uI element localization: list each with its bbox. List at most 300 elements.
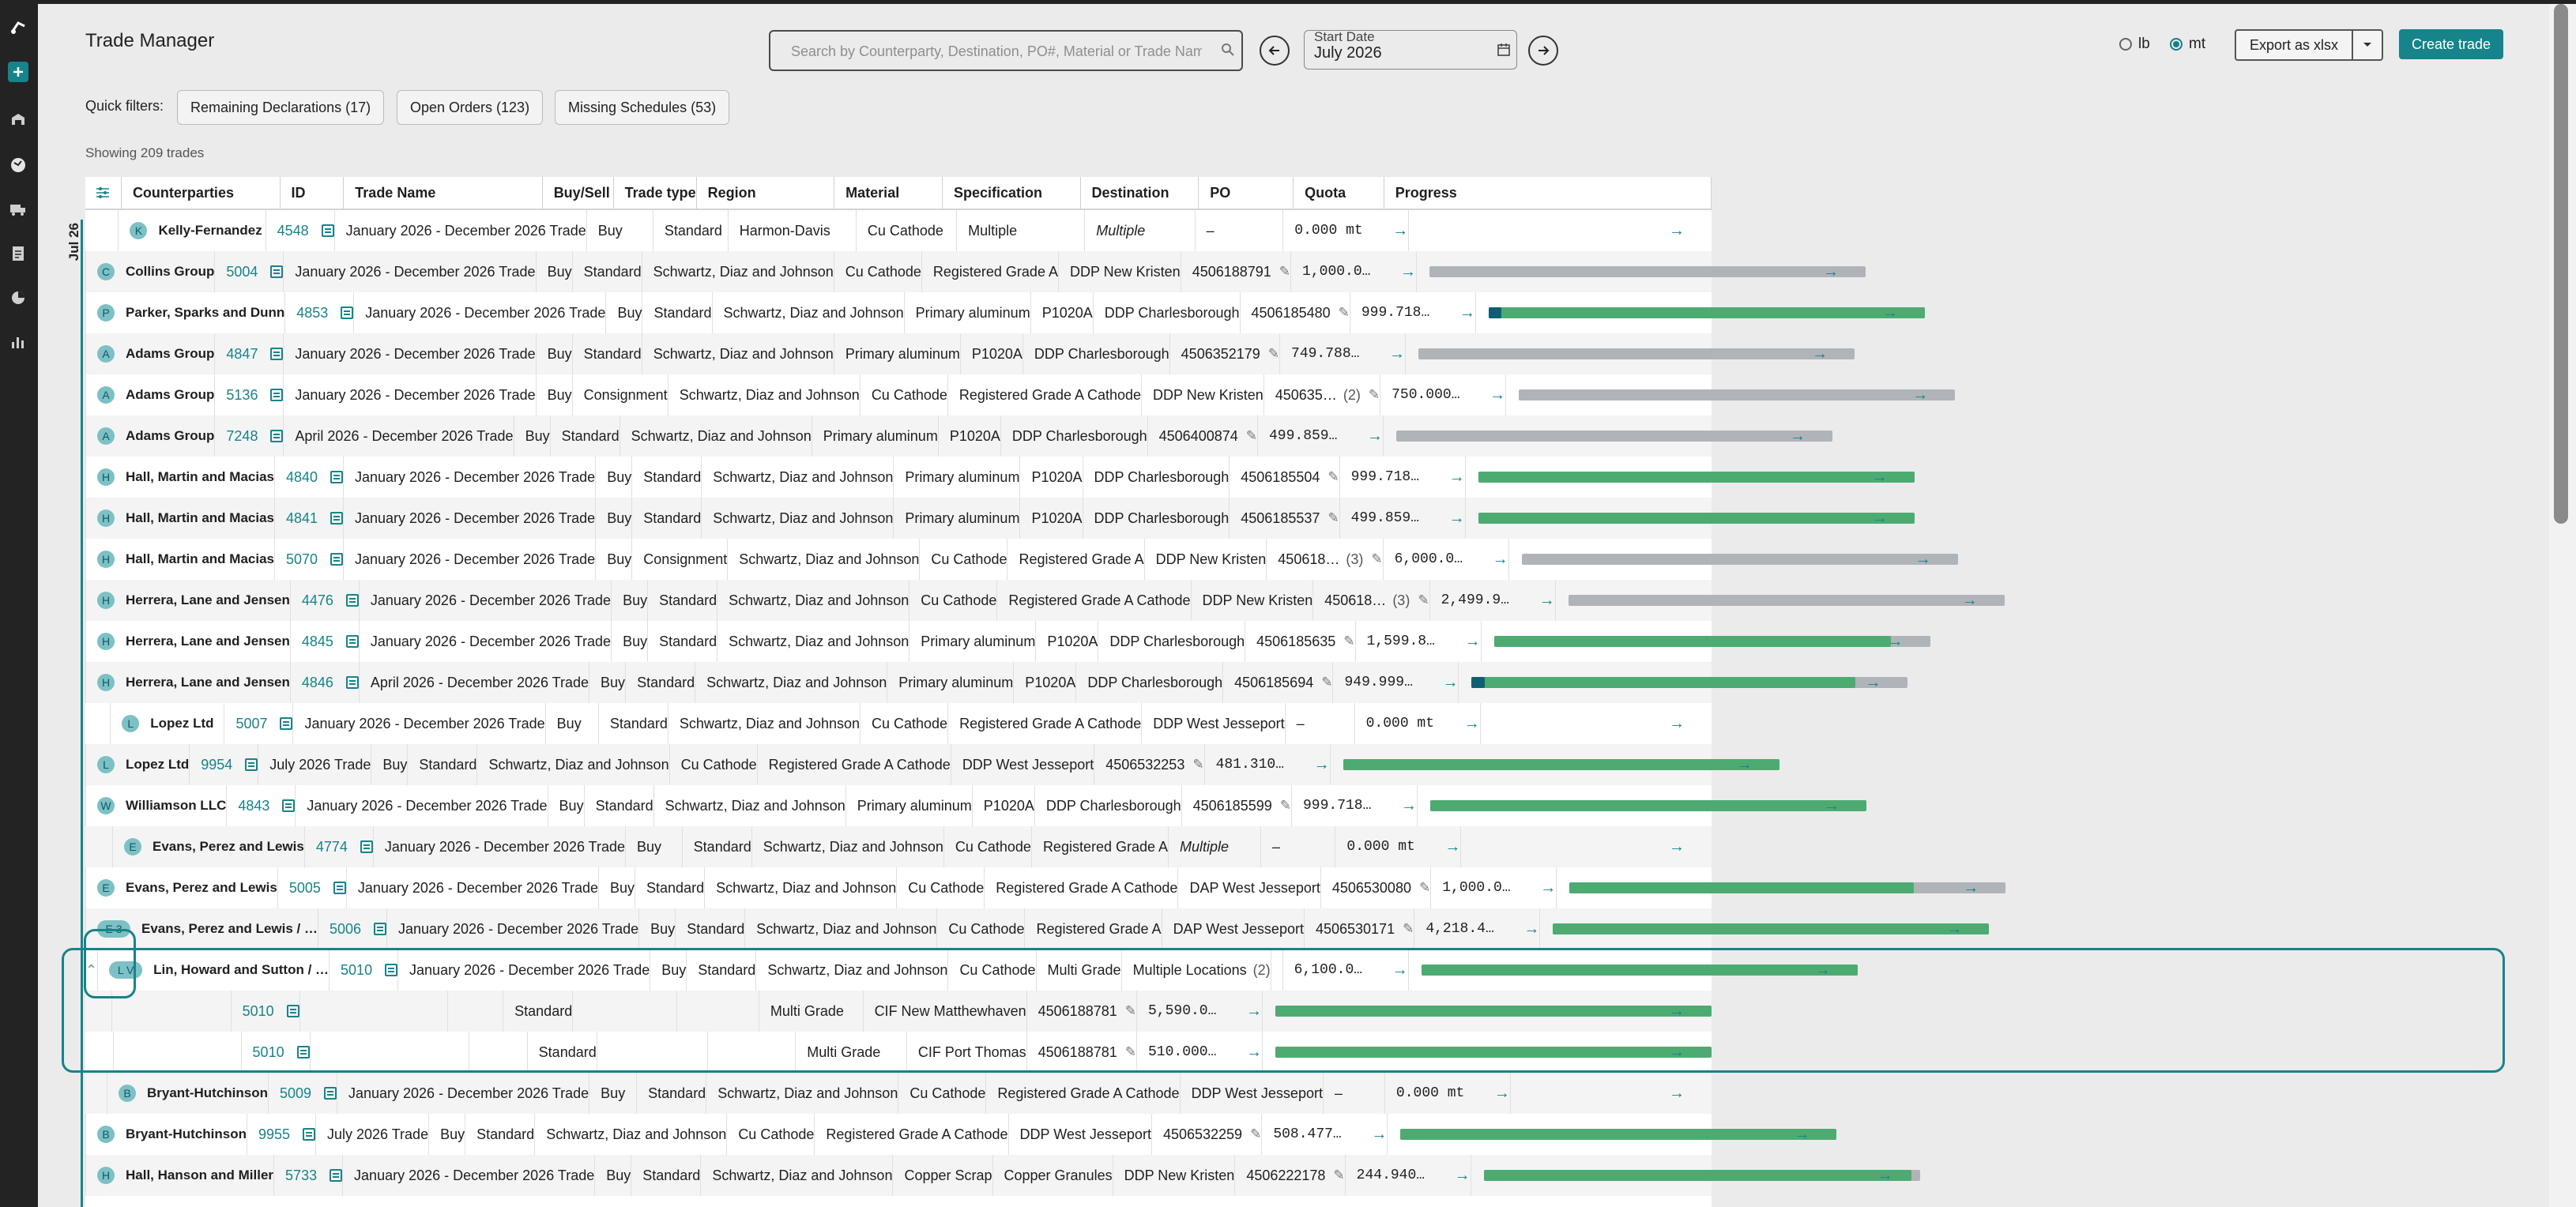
buy-sell-text: Buy — [607, 551, 632, 567]
header-id[interactable]: ID — [281, 177, 345, 209]
header-counterparties[interactable]: Counterparties — [122, 177, 281, 209]
header-destination[interactable]: Destination — [1081, 177, 1199, 209]
progress-bar — [1396, 431, 1832, 442]
trade-type — [573, 251, 642, 292]
destination-text: DDP Charlesborough — [1034, 345, 1169, 362]
export-dropdown-button[interactable] — [2352, 29, 2383, 61]
header-buy-sell[interactable]: Buy/Sell — [543, 177, 614, 209]
po-cell — [1321, 867, 1431, 908]
document-icon[interactable] — [8, 243, 28, 264]
quota-arrow-icon[interactable]: → — [1540, 878, 1557, 897]
quota-arrow-icon[interactable]: → — [1448, 468, 1465, 486]
trade-details-icon[interactable] — [270, 265, 283, 278]
progress-bar — [1569, 882, 2005, 893]
progress-fill-delivered — [1478, 513, 1915, 524]
trade-id-link[interactable]: 7248 — [226, 427, 258, 444]
search-icon[interactable] — [1221, 43, 1235, 61]
quota-value: 750.000… — [1392, 387, 1460, 403]
create-trade-button[interactable]: Create trade — [2399, 29, 2503, 59]
table-row[interactable] — [85, 621, 1904, 662]
trade-details-icon[interactable] — [330, 512, 343, 525]
header-trade-type[interactable]: Trade type — [614, 177, 697, 209]
open-trade-arrow-icon[interactable]: → — [1668, 837, 1685, 855]
header-region[interactable]: Region — [697, 177, 835, 209]
trade-id-link[interactable]: 4841 — [286, 509, 318, 526]
region-text: Schwartz, Diaz and Johnson — [756, 920, 937, 937]
material-text: Primary aluminum — [921, 633, 1036, 649]
open-trade-arrow-icon[interactable]: → — [1877, 1166, 1893, 1184]
po-number: 450618… — [1324, 592, 1387, 608]
trade-details-icon[interactable] — [346, 676, 359, 689]
po-number: 4506185599 — [1192, 797, 1272, 814]
edit-po-icon[interactable]: ✎ — [1418, 592, 1429, 607]
quota-cell — [1333, 662, 1459, 703]
trade-type — [551, 415, 620, 457]
header-quota[interactable]: Quota — [1294, 177, 1384, 209]
quota-arrow-icon[interactable]: → — [1442, 673, 1459, 691]
trade-name-text: April 2026 - December 2026 Trade — [295, 427, 514, 444]
open-trade-arrow-icon[interactable]: → — [1669, 1084, 1685, 1102]
progress-fill-delivered — [1471, 677, 1855, 688]
quick-filters-label: Quick filters: — [85, 98, 164, 114]
trade-id-link[interactable]: 4847 — [226, 345, 258, 362]
table-row[interactable] — [85, 292, 1898, 333]
trade-type-text: Consignment — [583, 386, 668, 403]
material — [887, 662, 1014, 703]
progress-fill-delivered — [1478, 472, 1915, 483]
edit-po-icon[interactable]: ✎ — [1124, 1003, 1136, 1018]
trade-id-link[interactable]: 4774 — [315, 838, 348, 855]
po-cell — [1286, 703, 1355, 744]
trade-type-text: Standard — [595, 797, 653, 814]
trade-details-icon[interactable] — [270, 389, 283, 401]
buy-sell — [546, 703, 599, 744]
trade-id-link[interactable]: 9954 — [201, 756, 233, 773]
trade-details-icon[interactable] — [270, 430, 283, 442]
table-row[interactable] — [85, 744, 1753, 785]
open-trade-arrow-icon[interactable]: → — [1961, 591, 1978, 609]
destination-count: (2) — [1252, 961, 1271, 978]
trade-id-link[interactable]: 9955 — [258, 1126, 291, 1142]
open-trade-arrow-icon[interactable]: → — [1668, 714, 1685, 732]
edit-po-icon[interactable]: ✎ — [1333, 1168, 1345, 1183]
trade-name — [335, 210, 587, 251]
edit-po-icon[interactable]: ✎ — [1328, 469, 1339, 484]
quota-arrow-icon[interactable]: → — [1444, 837, 1461, 855]
material — [670, 744, 758, 785]
specification-text: Registered Grade A Cathode — [997, 1085, 1180, 1101]
quota-arrow-icon[interactable]: → — [1463, 714, 1480, 732]
avatar: B — [119, 1085, 136, 1102]
table-row[interactable] — [85, 580, 1978, 621]
quota-arrow-icon[interactable]: → — [1538, 591, 1555, 609]
quota-value: 499.859… — [1350, 510, 1420, 526]
po-number: 4506532259 — [1162, 1126, 1243, 1142]
material-text: Primary aluminum — [905, 468, 1020, 485]
trade-id-link[interactable]: 4846 — [301, 674, 333, 690]
collapse-toggle-highlight[interactable] — [84, 929, 136, 998]
quota-arrow-icon[interactable]: → — [1454, 1166, 1471, 1184]
trade-id-link[interactable]: 4476 — [301, 592, 333, 608]
header-progress[interactable]: Progress — [1384, 177, 1712, 209]
counterparty-name: Herrera, Lane and Jensen — [126, 592, 290, 607]
region — [745, 908, 937, 949]
progress-cell — [1409, 210, 1712, 251]
quota-arrow-icon[interactable]: → — [1492, 550, 1508, 568]
table-row[interactable] — [85, 703, 1712, 744]
trade-details-icon[interactable] — [330, 553, 343, 566]
filter-remaining-declarations[interactable]: Remaining Declarations (17) — [177, 90, 384, 125]
edit-po-icon[interactable]: ✎ — [1328, 510, 1339, 525]
open-trade-arrow-icon[interactable]: → — [1823, 262, 1840, 280]
buy-sell-text: Buy — [610, 879, 635, 896]
po-cell — [1181, 251, 1291, 292]
table-row[interactable] — [85, 539, 1931, 580]
material-text: Primary aluminum — [915, 304, 1030, 321]
po-cell — [1182, 785, 1292, 826]
counterparty-name: Bryant-Hutchinson — [146, 1085, 268, 1100]
unit-radio-mt[interactable] — [2170, 36, 2205, 53]
trade-details-icon[interactable] — [303, 1128, 315, 1141]
destination — [1162, 908, 1305, 949]
search-box[interactable] — [769, 30, 1243, 71]
counterparty-name: Evans, Perez and Lewis / … — [141, 921, 318, 936]
logo-icon[interactable] — [8, 17, 28, 38]
edit-po-icon[interactable]: ✎ — [1338, 305, 1350, 320]
specification — [758, 744, 951, 785]
header-material[interactable]: Material — [834, 177, 943, 209]
quota-arrow-icon[interactable]: → — [1392, 961, 1408, 979]
trade-type-text: Standard — [637, 674, 695, 690]
table-row[interactable] — [85, 251, 1840, 292]
open-trade-arrow-icon[interactable]: → — [1881, 303, 1898, 321]
trade-id-link[interactable]: 5010 — [242, 1002, 274, 1019]
material-text: Cu Cathode — [921, 592, 997, 608]
trade-id-link[interactable]: 5006 — [329, 920, 362, 937]
open-trade-arrow-icon[interactable]: → — [1865, 673, 1881, 691]
po-cell — [1245, 621, 1355, 662]
bar-chart-icon[interactable] — [8, 332, 28, 352]
avatar: A — [97, 427, 115, 445]
destination-text: DDP Charlesborough — [1104, 304, 1240, 321]
po-count: (3) — [1392, 592, 1410, 608]
avatar: H — [97, 551, 115, 568]
destination — [1094, 292, 1241, 333]
table-row[interactable] — [85, 415, 1806, 457]
counterparty-cell — [86, 292, 285, 333]
trade-details-icon[interactable] — [282, 799, 295, 812]
quota-arrow-icon[interactable]: → — [1489, 385, 1506, 404]
trade-id-link[interactable]: 5136 — [226, 386, 258, 403]
destination-text: CIF Port Thomas — [917, 1043, 1026, 1060]
table-row[interactable] — [85, 908, 1963, 949]
avatar: L V — [109, 961, 142, 979]
filter-open-orders[interactable]: Open Orders (123) — [397, 90, 543, 125]
edit-po-icon[interactable]: ✎ — [1267, 346, 1280, 361]
quota-arrow-icon[interactable]: → — [1523, 919, 1540, 938]
trade-id-link[interactable]: 4853 — [296, 304, 329, 321]
region-text: Schwartz, Diaz and Johnson — [713, 468, 894, 485]
buy-sell-text: Buy — [661, 961, 687, 978]
material — [834, 333, 961, 374]
open-trade-arrow-icon[interactable]: → — [1669, 221, 1685, 239]
specification-text: P1020A — [1031, 509, 1083, 526]
edit-po-icon[interactable]: ✎ — [1418, 880, 1431, 895]
region — [701, 1155, 893, 1196]
edit-po-icon[interactable]: ✎ — [1343, 634, 1355, 649]
radio-mt-icon[interactable] — [2170, 38, 2182, 51]
open-trade-arrow-icon[interactable]: → — [1823, 796, 1840, 814]
trade-name — [284, 374, 536, 415]
quota-arrow-icon[interactable]: → — [1400, 262, 1417, 280]
export-xlsx-button[interactable]: Export as xlsx — [2235, 29, 2353, 61]
trade-details-icon[interactable] — [374, 923, 386, 935]
trade-details-icon[interactable] — [341, 306, 353, 319]
trade-details-icon[interactable] — [280, 717, 292, 730]
header-trade-name[interactable]: Trade Name — [344, 177, 542, 209]
edit-po-icon[interactable]: ✎ — [1250, 1126, 1262, 1141]
header-specification[interactable]: Specification — [943, 177, 1081, 209]
region — [705, 867, 897, 908]
edit-po-icon[interactable]: ✎ — [1403, 921, 1414, 936]
progress-bar — [1478, 513, 1915, 524]
material — [894, 457, 1020, 498]
edit-po-icon[interactable]: ✎ — [1192, 757, 1204, 772]
specification-text: Registered Grade A Cathode — [996, 879, 1178, 896]
material-text: Cu Cathode — [948, 920, 1025, 937]
quota-arrow-icon[interactable]: → — [1392, 221, 1409, 239]
trade-id-link[interactable]: 5005 — [288, 879, 321, 896]
open-trade-arrow-icon[interactable]: → — [1963, 878, 1979, 897]
trade-details-icon[interactable] — [270, 348, 283, 360]
trade-details-icon[interactable] — [330, 1169, 342, 1182]
buy-sell-text: Buy — [623, 633, 648, 649]
buy-sell — [599, 867, 635, 908]
trade-details-icon[interactable] — [360, 840, 373, 853]
quota-value: 6,000.0… — [1394, 551, 1463, 567]
trade-details-icon[interactable] — [330, 471, 343, 483]
quota-arrow-icon[interactable]: → — [1371, 1125, 1388, 1143]
trade-details-icon[interactable] — [245, 758, 258, 771]
quota-arrow-icon[interactable]: → — [1464, 632, 1481, 650]
region — [717, 580, 910, 621]
start-date-picker[interactable] — [1304, 30, 1517, 70]
id-cell — [291, 580, 360, 621]
counterparty-name: Hall, Martin and Macias — [126, 469, 274, 484]
filter-missing-schedules[interactable]: Missing Schedules (53) — [555, 90, 729, 125]
radio-lb-icon[interactable] — [2119, 38, 2132, 51]
progress-fill-delivered — [1430, 800, 1866, 811]
region-text: Schwartz, Diaz and Johnson — [712, 1167, 893, 1183]
region-text: Schwartz, Diaz and Johnson — [679, 715, 860, 731]
quota-value: 999.718… — [1361, 305, 1430, 321]
open-trade-arrow-icon[interactable]: → — [1794, 1125, 1810, 1143]
progress-bar — [1471, 677, 1908, 688]
trade-id-link[interactable]: 5010 — [252, 1043, 284, 1060]
progress-cell — [1466, 457, 1915, 498]
po-cell — [1152, 1114, 1262, 1155]
specification-text: Registered Grade A Cathode — [958, 386, 1142, 403]
table-row[interactable] — [85, 457, 1888, 498]
progress-cell — [1384, 415, 1832, 457]
quota-arrow-icon[interactable]: → — [1400, 796, 1417, 814]
table-row[interactable] — [85, 1114, 1810, 1155]
table-row[interactable] — [85, 662, 1881, 703]
table-row[interactable] — [85, 867, 1979, 908]
specification — [948, 374, 1142, 415]
calendar-icon[interactable] — [1497, 43, 1510, 61]
trade-id-link[interactable]: 5009 — [279, 1085, 312, 1101]
trade-details-icon[interactable] — [346, 635, 359, 648]
scrollbar-thumb[interactable] — [2554, 4, 2568, 524]
trade-name — [347, 867, 599, 908]
id-cell — [318, 908, 387, 949]
quota-arrow-icon[interactable]: → — [1448, 509, 1465, 527]
region — [642, 251, 834, 292]
progress-bar — [1489, 307, 1925, 318]
material-text: Copper Scrap — [904, 1167, 992, 1183]
quota-arrow-icon[interactable]: → — [1246, 1002, 1262, 1020]
material-text: Cu Cathode — [738, 1126, 815, 1142]
specification — [997, 580, 1191, 621]
edit-po-icon[interactable]: ✎ — [1245, 428, 1257, 443]
trade-id-link[interactable]: 4845 — [301, 633, 333, 649]
buy-sell-text: Buy — [597, 222, 623, 239]
quota-value: 1,000.0… — [1302, 264, 1371, 280]
counterparty-cell — [86, 251, 215, 292]
header-po[interactable]: PO — [1199, 177, 1294, 209]
quota-arrow-icon[interactable]: → — [1367, 427, 1383, 445]
edit-po-icon[interactable]: ✎ — [1124, 1044, 1136, 1059]
open-trade-arrow-icon[interactable]: → — [1871, 468, 1888, 486]
trade-type-text: Standard — [419, 756, 477, 773]
region-text: Schwartz, Diaz and Johnson — [546, 1126, 727, 1142]
quota-value: 2,499.9… — [1441, 592, 1509, 608]
id-cell — [215, 374, 284, 415]
start-date-value[interactable]: July 2026 — [1314, 44, 1382, 62]
trade-id-link[interactable]: 4843 — [238, 797, 270, 814]
open-trade-arrow-icon[interactable]: → — [1669, 1043, 1685, 1061]
trade-details-icon[interactable] — [322, 224, 334, 237]
trade-id-link[interactable]: 4840 — [286, 468, 318, 485]
table-row[interactable] — [85, 210, 1712, 251]
counterparty-cell — [86, 498, 275, 539]
material-text: Cu Cathode — [955, 838, 1031, 855]
table-row[interactable] — [85, 826, 1712, 867]
quota-value: 499.859… — [1269, 428, 1338, 444]
table-row[interactable] — [85, 785, 1840, 826]
open-trade-arrow-icon[interactable]: → — [1912, 385, 1929, 404]
chevron-up-icon[interactable]: ⌃ — [85, 961, 98, 978]
specification — [1036, 621, 1098, 662]
open-trade-arrow-icon[interactable]: → — [1946, 919, 1963, 938]
edit-po-icon[interactable]: ✎ — [1279, 264, 1291, 279]
trade-id-link[interactable]: 5007 — [235, 715, 268, 731]
id-cell — [275, 498, 344, 539]
specification — [1014, 662, 1076, 703]
open-trade-arrow-icon[interactable]: → — [1887, 632, 1904, 650]
trade-id-link[interactable]: 5070 — [286, 551, 318, 567]
trade-type-text: Standard — [698, 961, 756, 978]
table-row[interactable] — [85, 498, 1888, 539]
open-trade-arrow-icon[interactable]: → — [1915, 550, 1931, 568]
column-settings-button[interactable] — [85, 177, 122, 209]
open-trade-arrow-icon[interactable]: → — [1871, 509, 1888, 527]
trade-details-icon[interactable] — [324, 1087, 337, 1100]
po-number: – — [1272, 838, 1281, 855]
trade-id-link[interactable]: 5733 — [285, 1167, 318, 1183]
counterparty-cell — [86, 785, 227, 826]
quota-value: 4,218.4… — [1425, 921, 1494, 937]
table-row[interactable] — [85, 1155, 1893, 1196]
table-row[interactable] — [85, 374, 1929, 415]
quota-arrow-icon[interactable]: → — [1313, 755, 1330, 773]
plus-icon[interactable] — [8, 62, 28, 82]
quota-cell — [1431, 867, 1557, 908]
progress-bar — [1553, 923, 1989, 934]
po-cell — [1324, 1073, 1385, 1114]
po-cell — [1170, 333, 1280, 374]
id-cell — [269, 1073, 337, 1114]
open-trade-arrow-icon[interactable]: → — [1814, 961, 1831, 979]
quota-arrow-icon[interactable]: → — [1389, 344, 1406, 363]
quota-arrow-icon[interactable]: → — [1459, 303, 1475, 321]
trade-id-link[interactable]: 5010 — [341, 961, 373, 978]
material-text: Primary aluminum — [845, 345, 960, 362]
warehouse-icon[interactable] — [8, 109, 28, 130]
destination-text: DDP Charlesborough — [1087, 674, 1223, 690]
trade-id-link[interactable]: 4548 — [277, 222, 309, 239]
edit-po-icon[interactable]: ✎ — [1371, 551, 1383, 566]
previous-month-button[interactable] — [1260, 36, 1290, 66]
edit-po-icon[interactable]: ✎ — [1321, 675, 1333, 690]
search-input[interactable] — [791, 40, 1202, 62]
destination-text: DDP West Jesseport — [1019, 1126, 1151, 1142]
trade-details-icon[interactable] — [346, 594, 359, 607]
globe-icon[interactable] — [8, 155, 28, 175]
destination — [1023, 333, 1170, 374]
edit-po-icon[interactable]: ✎ — [1279, 798, 1291, 813]
open-trade-arrow-icon[interactable]: → — [1790, 427, 1806, 445]
material — [910, 621, 1036, 662]
quota-arrow-icon[interactable]: → — [1246, 1043, 1262, 1061]
quota-cell — [1340, 498, 1466, 539]
id-cell — [274, 1155, 343, 1196]
open-trade-arrow-icon[interactable]: → — [1736, 755, 1753, 773]
next-month-button[interactable] — [1528, 36, 1558, 66]
trade-type — [573, 333, 642, 374]
trade-type-text: Standard — [687, 920, 745, 937]
open-trade-arrow-icon[interactable]: → — [1812, 344, 1828, 363]
expanded-group-highlight — [62, 948, 2505, 1073]
trade-id-link[interactable]: 5004 — [226, 263, 258, 280]
quota-cell — [1335, 826, 1461, 867]
edit-po-icon[interactable]: ✎ — [1368, 387, 1380, 402]
pie-chart-icon[interactable] — [8, 288, 28, 308]
table-row[interactable] — [85, 333, 1828, 374]
counterparty-cell — [86, 457, 275, 498]
unit-lb-label: lb — [2138, 36, 2150, 52]
truck-icon[interactable] — [8, 199, 28, 220]
trade-details-icon[interactable] — [333, 882, 346, 894]
arrow-left-icon — [1267, 43, 1282, 58]
destination — [1145, 539, 1267, 580]
quota-arrow-icon[interactable]: → — [1493, 1084, 1510, 1102]
table-row[interactable] — [85, 1073, 1712, 1114]
unit-radio-lb[interactable] — [2119, 36, 2150, 53]
open-trade-arrow-icon[interactable]: → — [1669, 1002, 1685, 1020]
region — [654, 785, 846, 826]
